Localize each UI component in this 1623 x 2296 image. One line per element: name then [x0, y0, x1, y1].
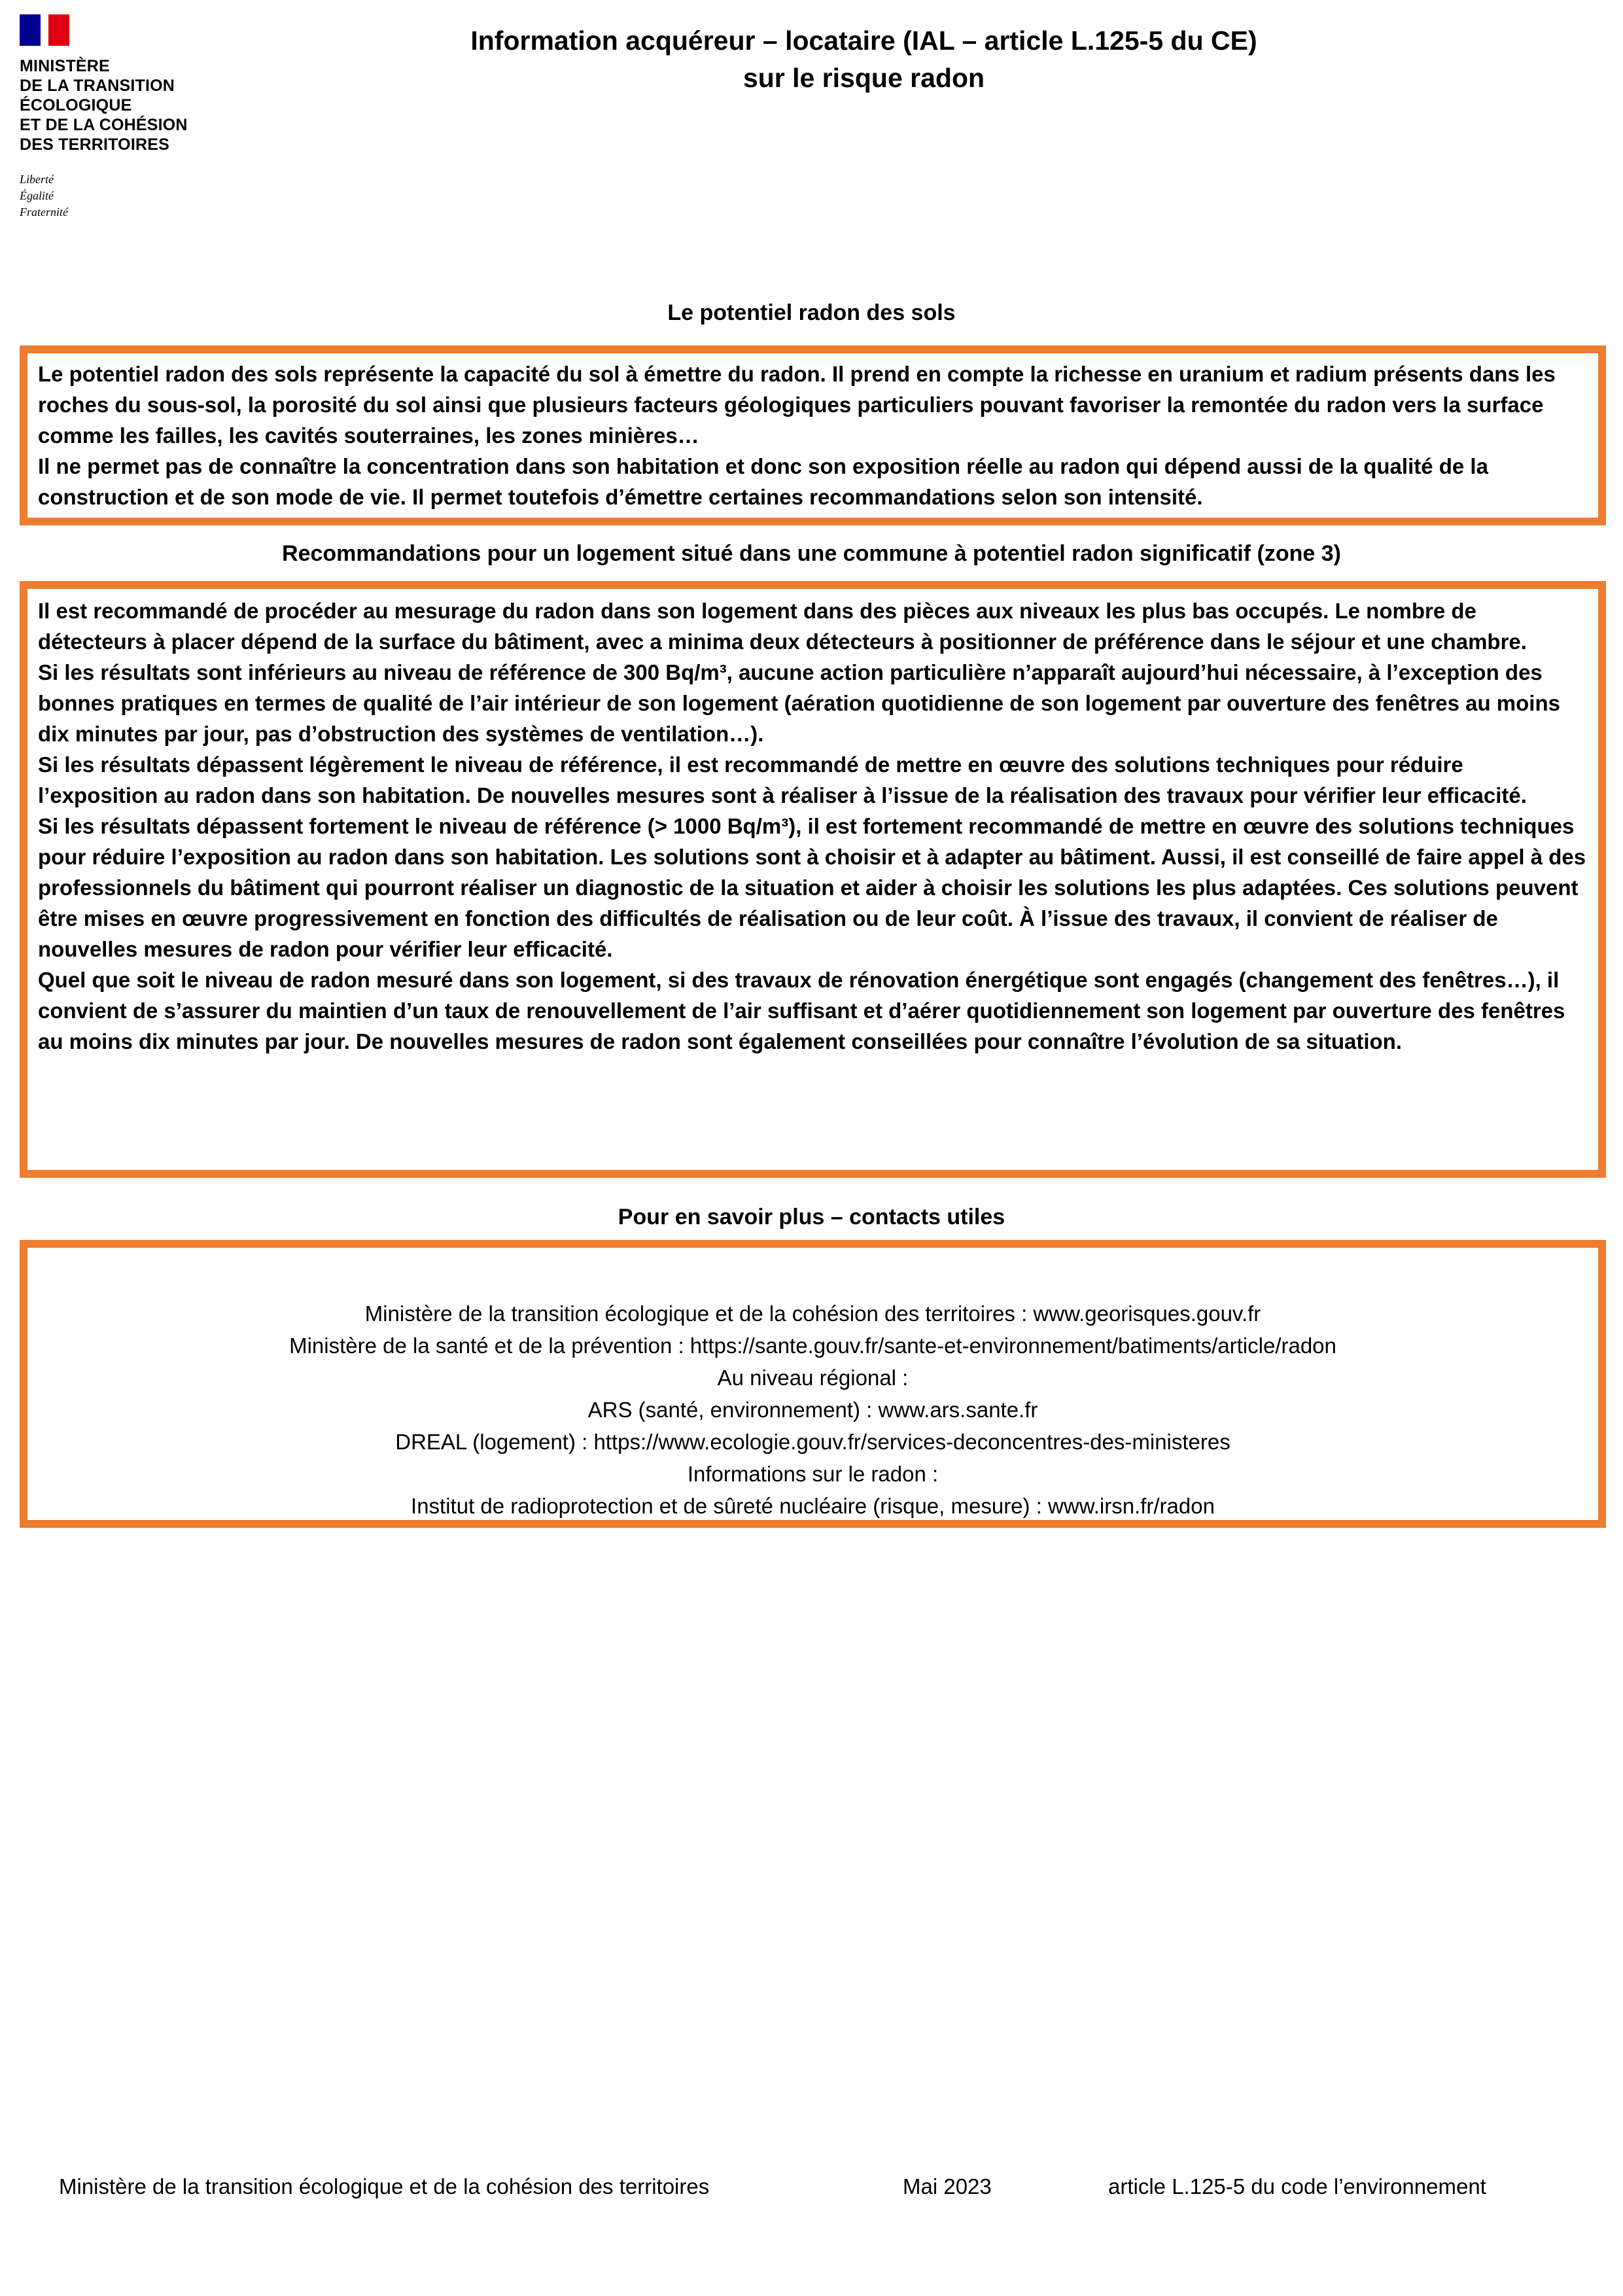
- paragraph: Il est recommandé de procéder au mesurage du radon dans son logement dans des pièces aux niveaux les plus bas occupés. Le nombre de détecteurs à placer dépend de la surface du bâtiment, avec a minima deux détecteurs à positionner de préférence dans le séjour et une chambre.: [38, 599, 1527, 654]
- contact-line: Institut de radioprotection et de sûreté nucléaire (risque, mesure) : www.irsn.fr/radon: [411, 1494, 1215, 1518]
- contact-line: ARS (santé, environnement) : www.ars.sante.fr: [587, 1398, 1038, 1422]
- section-heading-contacts: Pour en savoir plus – contacts utiles: [618, 1205, 1005, 1229]
- paragraph: Si les résultats dépassent fortement le niveau de référence (> 1000 Bq/m³), il est fortement recommandé de mettre en œuvre des solutions techniques pour réduire l’exposition au radon dans son habitation. Les solutions sont à choisir et à adapter au bâtiment. Aussi, il est conseillé de faire appel à des professionnels du bâtiment qui pourront réaliser un diagnostic de la situation et aider à choisir les solutions les plus adaptées. Ces solutions peuvent être mises en œuvre progressivement en fonction des difficultés de réalisation ou de leur coût. À l’issue des travaux, il convient de réaliser de nouvelles mesures de radon pour vérifier leur efficacité.: [38, 814, 1586, 961]
- document-title: [0, 22, 1623, 97]
- contacts-box: [20, 1240, 1606, 1528]
- footer-article: article L.125-5 du code l’environnement: [1108, 2174, 1486, 2199]
- footer-ministry: Ministère de la transition écologique et de la cohésion des territoires: [59, 2174, 710, 2199]
- paragraph: Le potentiel radon des sols représente la capacité du sol à émettre du radon. Il prend en compte la richesse en uranium et radium présents dans les roches du sous-sol, la porosité du sol ainsi que plusieurs facteurs géologiques particuliers pouvant favoriser la remontée du radon vers la surface comme les failles, les cavités souterraines, les zones minières…: [38, 362, 1556, 448]
- contact-line: Ministère de la transition écologique et de la cohésion des territoires : www.georisques.gouv.fr: [364, 1301, 1261, 1326]
- paragraph: Quel que soit le niveau de radon mesuré dans son logement, si des travaux de rénovation énergétique sont engagés (changement des fenêtres…), il convient de s’assurer du maintien d’un taux de renouvellement de l’air suffisant et d’aérer quotidiennement son logement par ouverture des fenêtres au moins dix minutes par jour. De nouvelles mesures de radon sont également conseillées pour connaître l’évolution de sa situation.: [38, 968, 1565, 1053]
- contact-line: Au niveau régional :: [717, 1366, 909, 1390]
- motto-line: Égalité: [20, 189, 54, 202]
- motto-line: Liberté: [20, 173, 54, 186]
- paragraph: Si les résultats dépassent légèrement le niveau de référence, il est recommandé de mettre en œuvre des solutions techniques pour réduire l’exposition au radon dans son habitation. De nouvelles mesures sont à réaliser à l’issue de la réalisation des travaux pour vérifier leur efficacité.: [38, 752, 1527, 807]
- ministry-line: MINISTÈRE: [20, 57, 110, 75]
- footer-date: Mai 2023: [903, 2174, 992, 2199]
- document-title-line1: Information acquéreur – locataire (IAL – article L.125-5 du CE): [470, 26, 1257, 56]
- ministry-line: DE LA TRANSITION: [20, 77, 175, 95]
- section-heading-recommandations: Recommandations pour un logement situé dans une commune à potentiel radon significatif (zone 3): [282, 541, 1341, 566]
- ministry-line: ET DE LA COHÉSION: [20, 116, 188, 134]
- paragraph: Si les résultats sont inférieurs au niveau de référence de 300 Bq/m³, aucune action particulière n’apparaît aujourd’hui nécessaire, à l’exception des bonnes pratiques en termes de qualité de l’air intérieur de son logement (aération quotidienne de son logement par ouverture des fenêtres au moins dix minutes par jour, pas d’obstruction des systèmes de ventilation…).: [38, 660, 1560, 746]
- document-title-line2: sur le risque radon: [742, 63, 985, 93]
- motto-line: Fraternité: [20, 205, 68, 219]
- ministry-line: DES TERRITOIRES: [20, 135, 169, 154]
- recommandations-box: [20, 581, 1606, 1178]
- contact-line: DREAL (logement) : https://www.ecologie.gouv.fr/services-deconcentres-des-ministeres: [395, 1430, 1230, 1454]
- republic-motto: [20, 171, 242, 221]
- contact-line: Ministère de la santé et de la prévention : https://sante.gouv.fr/sante-et-environnement/batiments/article/radon: [289, 1333, 1336, 1358]
- contact-line: Informations sur le radon :: [687, 1462, 939, 1486]
- paragraph: Il ne permet pas de connaître la concentration dans son habitation et donc son exposition réelle au radon qui dépend aussi de la qualité de la construction et de son mode de vie. Il permet toutefois d’émettre certaines recommandations selon son intensité.: [38, 454, 1488, 509]
- section-heading-potentiel-radon: Le potentiel radon des sols: [667, 300, 956, 325]
- potentiel-radon-box: [20, 345, 1606, 525]
- ministry-line: ÉCOLOGIQUE: [20, 96, 132, 115]
